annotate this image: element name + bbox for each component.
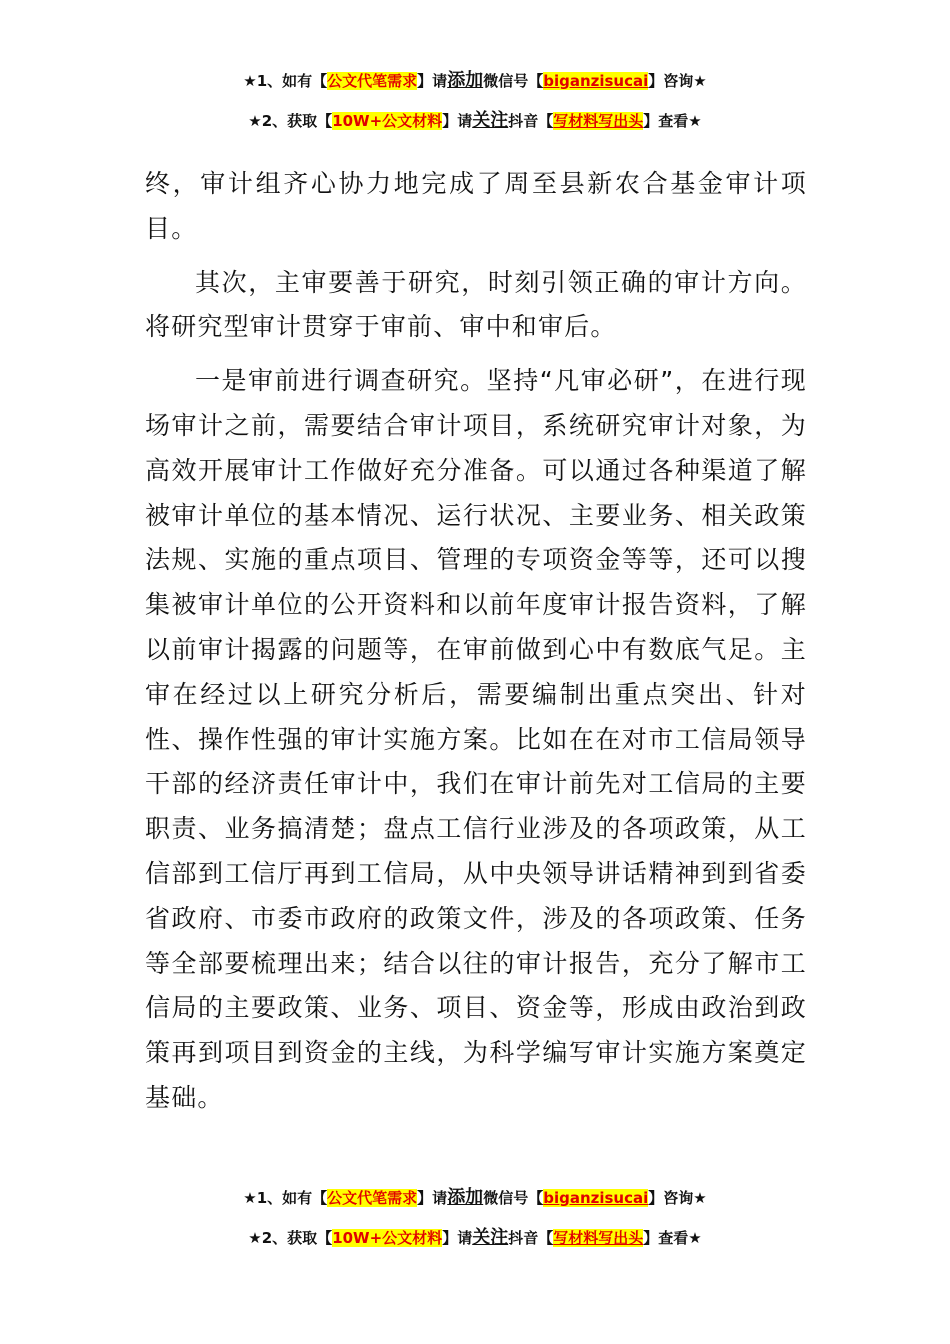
promo-text: 】查看★ [643,112,702,130]
promo-emphasis: 添加 [447,1187,484,1208]
promo-text: ★1、如有【 [243,1189,328,1207]
paragraph: 一是审前进行调查研究。坚持“凡审必研”，在进行现场审计之前，需要结合审计项目，系统研究审计对象，为高效开展审计工作做好充分准备。可以通过各种渠道了解被审计单位的基本情况、运行状况、主要业务、相关政策法规、实施的重点项目、管理的专项资金等等，还可以搜集被审计单位的公开资料和以前年度审计报告资料，了解以前审计揭露的问题等，在审前做到心中有数底气足。主审在经过以上研究分析后，需要编制出重点突出、针对性、操作性强的审计实施方案。比如在在对市工信局领导干部的经济责任审计中，我们在审计前先对工信局的主要职责、业务搞清楚；盘点工信行业涉及的各项政策，从工信部到工信厅再到工信局，从中央领导讲话精神到到省委省政府、市委市政府的政策文件，涉及的各项政策、任务等全部要梳理出来；结合以往的审计报告，充分了解市工信局的主要政策、业务、项目、资金等，形成由政治到政策再到项目到资金的主线，为科学编写审计实施方案奠定基础。 [145,366,807,1112]
promo-text: 】咨询★ [648,1189,707,1207]
promo-text: 】查看★ [643,1229,702,1247]
promo-highlight: 10W+公文材料 [332,1229,443,1247]
promo-text: 】请 [417,1189,448,1207]
douyin-id: 写材料写出头 [553,1229,644,1247]
promo-highlight: 10W+公文材料 [332,112,443,130]
promo-text: 】咨询★ [648,72,707,90]
promo-emphasis: 添加 [447,70,484,91]
promo-text: 抖音【 [508,1229,554,1247]
promo-text: 微信号【 [483,72,544,90]
promo-line-2-top [0,111,950,131]
promo-highlight: 公文代笔需求 [327,72,418,90]
douyin-id: 写材料写出头 [553,112,644,130]
promo-emphasis: 关注 [472,110,509,131]
promo-line-1-bottom [0,1188,950,1208]
promo-text: ★2、获取【 [248,1229,333,1247]
wechat-id: biganzisucai [543,1189,649,1207]
wechat-id: biganzisucai [543,72,649,90]
promo-line-1-top [0,71,950,91]
paragraph: 其次，主审要善于研究，时刻引领正确的审计方向。将研究型审计贯穿于审前、审中和审后。 [145,267,807,342]
promo-text: ★1、如有【 [243,72,328,90]
promo-text: ★2、获取【 [248,112,333,130]
paragraph: 终，审计组齐心协力地完成了周至县新农合基金审计项目。 [145,169,807,243]
promo-text: 】请 [442,112,473,130]
promo-text: 微信号【 [483,1189,544,1207]
promo-text: 】请 [442,1229,473,1247]
promo-highlight: 公文代笔需求 [327,1189,418,1207]
promo-line-2-bottom [0,1228,950,1248]
document-body [145,162,807,1130]
promo-emphasis: 关注 [472,1227,509,1248]
promo-text: 】请 [417,72,448,90]
promo-text: 抖音【 [508,112,554,130]
